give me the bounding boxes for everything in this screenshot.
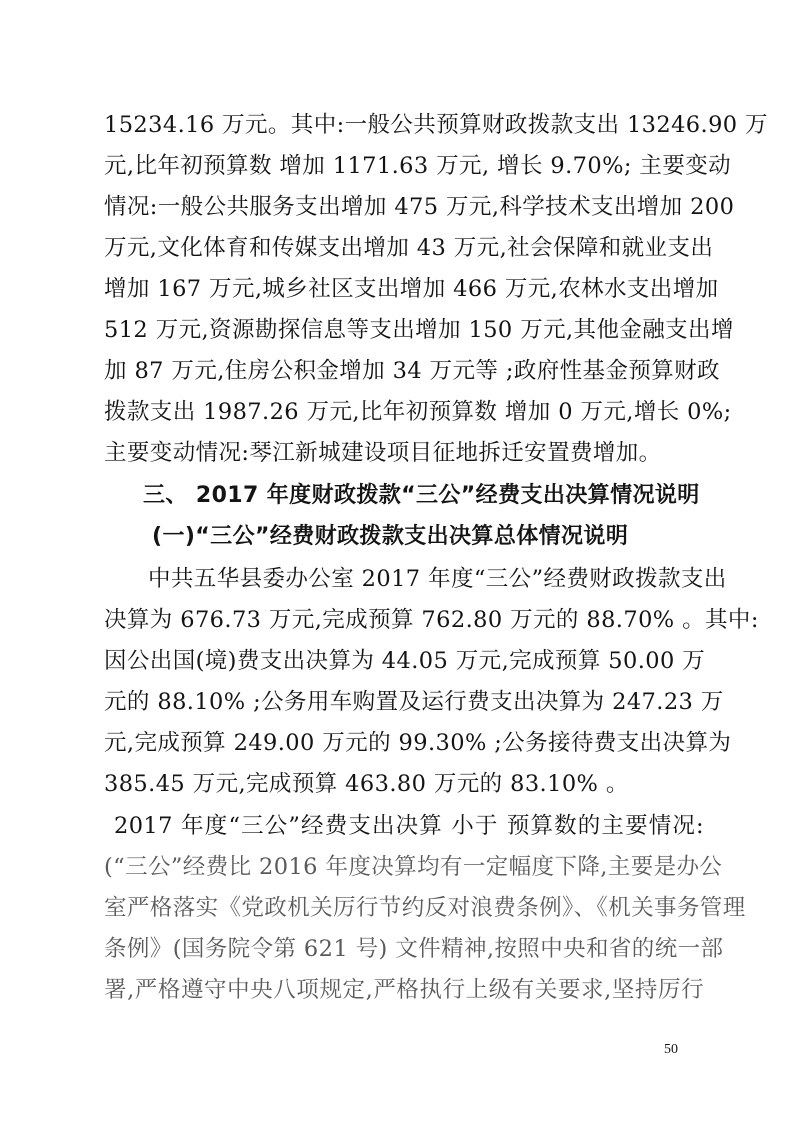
- text-line: 万元,文化体育和传媒支出增加 43 万元,社会保障和就业支出: [104, 235, 714, 261]
- section-heading: 三、 2017 年度财政拨款“三公”经费支出决算情况说明: [143, 483, 700, 508]
- text-line: 加 87 万元,住房公积金增加 34 万元等 ;政府性基金预算财政: [104, 358, 720, 384]
- subsection-heading: (一)“三公”经费财政拨款支出决算总体情况说明: [152, 524, 629, 549]
- text-line: 署,严格遵守中央八项规定,严格执行上级有关要求,坚持厉行: [104, 977, 704, 1003]
- text-line: 条例》(国务院令第 621 号) 文件精神,按照中央和省的统一部: [104, 936, 724, 962]
- text-line: 情况:一般公共服务支出增加 475 万元,科学技术支出增加 200: [104, 194, 735, 220]
- text-line: (“三公”经费比 2016 年度决算均有一定幅度下降,主要是办公: [104, 854, 723, 880]
- text-line: 因公出国(境)费支出决算为 44.05 万元,完成预算 50.00 万: [104, 648, 706, 674]
- text-line: 元,完成预算 249.00 万元的 99.30% ;公务接待费支出决算为: [104, 730, 732, 756]
- text-line: 元的 88.10% ;公务用车购置及运行费支出决算为 247.23 万: [104, 689, 724, 715]
- text-line: 主要变动情况:琴江新城建设项目征地拆迁安置费增加。: [104, 440, 662, 466]
- text-line: 512 万元,资源勘探信息等支出增加 150 万元,其他金融支出增: [104, 317, 734, 343]
- text-line: 2017 年度“三公”经费支出决算 小于 预算数的主要情况:: [114, 813, 704, 839]
- text-line: 中共五华县委办公室 2017 年度“三公”经费财政拨款支出: [148, 566, 727, 592]
- text-line: 拨款支出 1987.26 万元,比年初预算数 增加 0 万元,增长 0%;: [104, 399, 732, 425]
- text-line: 元,比年初预算数 增加 1171.63 万元, 增长 9.70%; 主要变动: [104, 153, 732, 179]
- page-number: 50: [664, 1042, 678, 1057]
- text-line: 15234.16 万元。其中:一般公共预算财政拨款支出 13246.90 万: [104, 112, 768, 138]
- text-line: 增加 167 万元,城乡社区支出增加 466 万元,农林水支出增加: [104, 276, 719, 302]
- text-line: 决算为 676.73 万元,完成预算 762.80 万元的 88.70% 。其中:: [104, 607, 759, 633]
- text-line: 室严格落实《党政机关厉行节约反对浪费条例》、《机关事务管理: [104, 895, 746, 921]
- text-line: 385.45 万元,完成预算 463.80 万元的 83.10% 。: [104, 771, 629, 797]
